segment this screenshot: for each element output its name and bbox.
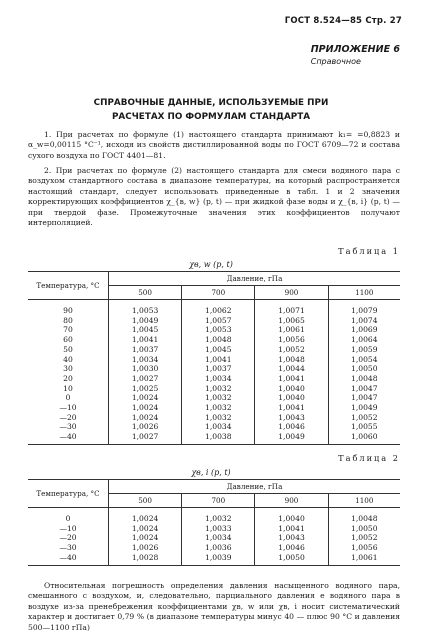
pressure-header: Давление, гПа: [109, 480, 401, 494]
table-row: [28, 393, 400, 403]
coefficient-cell: 1,0024: [109, 524, 182, 534]
coefficient-cell: 1,0024: [109, 413, 182, 423]
temperature-cell: —40: [28, 432, 109, 444]
coefficient-cell: 1,0034: [182, 422, 255, 432]
coefficient-cell: 1,0034: [109, 355, 182, 365]
coefficient-cell: 1,0032: [182, 508, 255, 524]
appendix-subtitle: Справочное: [310, 57, 361, 66]
table-row: [28, 300, 400, 316]
coefficient-cell: 1,0027: [109, 432, 182, 444]
pressure-col-header: 900: [255, 494, 328, 508]
table-row: [28, 384, 400, 394]
coefficient-cell: 1,0064: [328, 335, 400, 345]
coefficient-cell: 1,0041: [255, 524, 328, 534]
coefficient-cell: 1,0053: [182, 325, 255, 335]
temperature-cell: 50: [63, 344, 73, 354]
coefficient-cell: 1,0049: [255, 432, 328, 444]
table-2-symbol: χв, i (p, t): [191, 468, 231, 477]
coefficient-cell: 1,0055: [328, 422, 400, 432]
table-row: [28, 533, 400, 543]
coefficient-cell: 1,0039: [182, 553, 255, 565]
coefficient-cell: 1,0041: [182, 355, 255, 365]
temperature-cell: —10: [59, 523, 77, 533]
coefficient-cell: 1,0024: [109, 533, 182, 543]
table-1: [28, 271, 400, 445]
pressure-col-header: 500: [109, 494, 182, 508]
coefficient-cell: 1,0045: [109, 325, 182, 335]
table-row: [28, 403, 400, 413]
coefficient-cell: 1,0052: [328, 533, 400, 543]
table-row: [28, 316, 400, 326]
table-row: [28, 355, 400, 365]
table-row: [28, 432, 400, 444]
coefficient-cell: 1,0032: [182, 413, 255, 423]
temperature-cell: 80: [63, 315, 73, 325]
table-2-label: Таблица 2: [338, 453, 400, 463]
coefficient-cell: 1,0025: [109, 384, 182, 394]
table-1-body: [28, 300, 400, 445]
coefficient-cell: 1,0062: [182, 300, 255, 316]
section-title-line-2: РАСЧЕТАХ ПО ФОРМУЛАМ СТАНДАРТА: [111, 112, 311, 122]
section-title-line-1: СПРАВОЧНЫЕ ДАННЫЕ, ИСПОЛЬЗУЕМЫЕ ПРИ: [93, 98, 329, 108]
pressure-header: Давление, гПа: [109, 272, 401, 286]
table-row: [28, 543, 400, 553]
coefficient-cell: 1,0048: [328, 508, 400, 524]
coefficient-cell: 1,0041: [255, 374, 328, 384]
coefficient-cell: 1,0024: [109, 508, 182, 524]
coefficient-cell: 1,0069: [328, 325, 400, 335]
pressure-col-header: 500: [109, 286, 182, 300]
coefficient-cell: 1,0037: [109, 345, 182, 355]
paragraph-2: 2. При расчетах по формуле (2) настоящего стандарта для смеси водяного пара с воздухом стандартного состава в диапазоне температуры, на который распространяется настоящий стандарт, следует использовать приведенные в табл. 1 и 2 значения корректирующих коэффициентов χ_{в, w} (p, t) — при жидкой фазе воды и χ_{в, i} (p, t) — при твердой фазе. Промежуточные значения этих коэффициентов получают интерполяцией.: [28, 166, 400, 228]
coefficient-cell: 1,0033: [182, 524, 255, 534]
coefficient-cell: 1,0043: [255, 413, 328, 423]
coefficient-cell: 1,0046: [255, 543, 328, 553]
coefficient-cell: 1,0071: [255, 300, 328, 316]
table-row: [28, 325, 400, 335]
page-header: ГОСТ 8.524—85 Стр. 27: [284, 16, 402, 26]
paragraph-1: 1. При расчетах по формуле (1) настоящего стандарта принимают k₁= =0,8823 и α_w=0,00115 °C⁻¹, исходя из свойств дистиллированной воды по ГОСТ 6709—72 и состава сухого воздуха по ГОСТ 4401—81.: [28, 130, 400, 160]
coefficient-cell: 1,0027: [109, 374, 182, 384]
coefficient-cell: 1,0047: [328, 384, 400, 394]
coefficient-cell: 1,0034: [182, 374, 255, 384]
temperature-cell: —20: [59, 533, 77, 543]
table-row: [28, 374, 400, 384]
pressure-col-header: 1100: [328, 286, 400, 300]
coefficient-cell: 1,0038: [182, 432, 255, 444]
temperature-cell: 40: [63, 354, 73, 364]
appendix-block: [311, 44, 400, 66]
coefficient-cell: 1,0074: [328, 316, 400, 326]
coefficient-cell: 1,0046: [255, 422, 328, 432]
table-1-label: Таблица 1: [338, 246, 400, 256]
table-row: [28, 553, 400, 565]
coefficient-cell: 1,0059: [328, 345, 400, 355]
temperature-cell: —10: [59, 403, 77, 413]
coefficient-cell: 1,0026: [109, 543, 182, 553]
temperature-cell: 60: [63, 335, 73, 345]
coefficient-cell: 1,0043: [255, 533, 328, 543]
coefficient-cell: 1,0056: [255, 335, 328, 345]
coefficient-cell: 1,0041: [109, 335, 182, 345]
coefficient-cell: 1,0049: [328, 403, 400, 413]
temperature-cell: 20: [63, 373, 73, 383]
table-2: [28, 479, 400, 566]
temperature-cell: 30: [63, 364, 73, 374]
temperature-cell: —40: [28, 553, 109, 565]
coefficient-cell: 1,0037: [182, 364, 255, 374]
table-row: [28, 345, 400, 355]
coefficient-cell: 1,0040: [255, 384, 328, 394]
pressure-col-header: 1100: [328, 494, 400, 508]
appendix-title: ПРИЛОЖЕНИЕ 6: [310, 44, 400, 55]
coefficient-cell: 1,0050: [255, 553, 328, 565]
temperature-cell: 0: [65, 514, 71, 523]
coefficient-cell: 1,0028: [109, 553, 182, 565]
table-row: [28, 335, 400, 345]
temperature-cell: 0: [65, 393, 71, 403]
table-1-symbol: χв, w (p, t): [189, 260, 233, 269]
coefficient-cell: 1,0050: [328, 524, 400, 534]
table-row: [28, 364, 400, 374]
coefficient-cell: 1,0032: [182, 403, 255, 413]
coefficient-cell: 1,0061: [328, 553, 400, 565]
coefficient-cell: 1,0060: [328, 432, 400, 444]
closing-paragraph: Относительная погрешность определения давления насыщенного водяного пара, смешанного с воздухом, и, следовательно, парциального давления е водяного пара в воздухе из-за пренебрежения коэффициентами χв, w или χв, i носит систематический характер и достигает 0,79 % (в диапазоне температуры минус 40 — плюс 90 °C и давления 500—1100 гПа): [28, 581, 400, 632]
coefficient-cell: 1,0057: [182, 316, 255, 326]
coefficient-cell: 1,0053: [109, 300, 182, 316]
coefficient-cell: 1,0024: [109, 393, 182, 403]
coefficient-cell: 1,0052: [328, 413, 400, 423]
temperature-cell: 10: [63, 383, 73, 393]
coefficient-cell: 1,0032: [182, 393, 255, 403]
coefficient-cell: 1,0047: [328, 393, 400, 403]
coefficient-cell: 1,0032: [182, 384, 255, 394]
coefficient-cell: 1,0024: [109, 403, 182, 413]
coefficient-cell: 1,0034: [182, 533, 255, 543]
coefficient-cell: 1,0052: [255, 345, 328, 355]
coefficient-cell: 1,0026: [109, 422, 182, 432]
coefficient-cell: 1,0040: [255, 508, 328, 524]
temperature-cell: —30: [59, 543, 77, 553]
table-2-body: [28, 508, 400, 566]
coefficient-cell: 1,0050: [328, 364, 400, 374]
temperature-cell: 90: [63, 306, 73, 315]
coefficient-cell: 1,0041: [255, 403, 328, 413]
coefficient-cell: 1,0056: [328, 543, 400, 553]
temperature-cell: 70: [63, 325, 73, 335]
section-title: [0, 96, 422, 124]
table-row: [28, 508, 400, 524]
coefficient-cell: 1,0048: [255, 355, 328, 365]
coefficient-cell: 1,0049: [109, 316, 182, 326]
pressure-col-header: 900: [255, 286, 328, 300]
pressure-col-header: 700: [182, 494, 255, 508]
coefficient-cell: 1,0061: [255, 325, 328, 335]
temperature-cell: —30: [59, 422, 77, 432]
coefficient-cell: 1,0045: [182, 345, 255, 355]
coefficient-cell: 1,0079: [328, 300, 400, 316]
coefficient-cell: 1,0044: [255, 364, 328, 374]
coefficient-cell: 1,0036: [182, 543, 255, 553]
temperature-header: Температура, °C: [28, 272, 109, 300]
pressure-col-header: 700: [182, 286, 255, 300]
coefficient-cell: 1,0040: [255, 393, 328, 403]
coefficient-cell: 1,0048: [182, 335, 255, 345]
coefficient-cell: 1,0065: [255, 316, 328, 326]
coefficient-cell: 1,0054: [328, 355, 400, 365]
temperature-header: Температура, °C: [28, 480, 109, 508]
table-row: [28, 422, 400, 432]
temperature-cell: —20: [59, 412, 77, 422]
coefficient-cell: 1,0030: [109, 364, 182, 374]
table-row: [28, 413, 400, 423]
table-row: [28, 524, 400, 534]
coefficient-cell: 1,0048: [328, 374, 400, 384]
